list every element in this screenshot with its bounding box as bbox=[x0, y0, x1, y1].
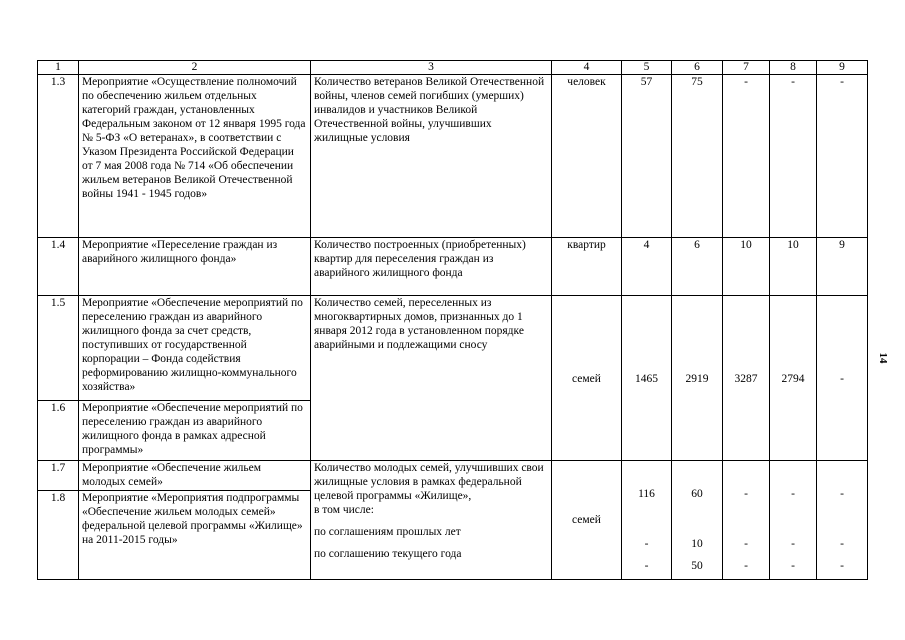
unit-cell: семей bbox=[552, 296, 622, 461]
indicators-table bbox=[37, 60, 868, 580]
value-cell: 10 bbox=[770, 238, 817, 296]
col-header: 9 bbox=[817, 61, 868, 75]
event-cell: Мероприятие «Переселение граждан из аварийного жилищного фонда» bbox=[79, 238, 311, 296]
table-row bbox=[38, 75, 868, 238]
value-cell: 1465 bbox=[622, 296, 672, 461]
unit-cell: семей bbox=[552, 461, 622, 580]
value-past: - bbox=[840, 538, 844, 550]
col-header: 7 bbox=[723, 61, 770, 75]
col-header: 3 bbox=[311, 61, 552, 75]
table-row bbox=[38, 296, 868, 401]
value-cell: 9 bbox=[817, 238, 868, 296]
value-cell: 10 bbox=[723, 238, 770, 296]
col-header: 4 bbox=[552, 61, 622, 75]
indicator-cell: Количество семей, переселенных из многоквартирных домов, признанных до 1 января 2012 года в установленном порядке аварийными и подлежащими сносу bbox=[311, 296, 552, 461]
value-past: - bbox=[644, 538, 649, 550]
value-total: - bbox=[840, 488, 844, 500]
indicator-subtitle: в том числе: bbox=[314, 504, 374, 516]
unit-cell: квартир bbox=[552, 238, 622, 296]
value-current: - bbox=[644, 560, 649, 572]
row-number: 1.8 bbox=[38, 491, 79, 580]
value-cell bbox=[723, 461, 770, 580]
event-cell: Мероприятие «Мероприятия подпрограммы «Обеспечение жильем молодых семей» федеральной целевой программы «Жилище» на 2011-2015 годы» bbox=[79, 491, 311, 580]
value-current: 50 bbox=[691, 560, 703, 572]
value-cell bbox=[672, 461, 723, 580]
event-cell: Мероприятие «Обеспечение жильем молодых семей» bbox=[79, 461, 311, 491]
value-past: 10 bbox=[691, 538, 703, 550]
table-row bbox=[38, 461, 868, 491]
unit-cell: человек bbox=[552, 75, 622, 238]
col-header: 6 bbox=[672, 61, 723, 75]
indicator-line-past: по соглашениям прошлых лет bbox=[314, 526, 461, 538]
row-number: 1.5 bbox=[38, 296, 79, 401]
column-numbers-row bbox=[38, 61, 868, 75]
value-cell: 2919 bbox=[672, 296, 723, 461]
indicator-cell: Количество ветеранов Великой Отечественной войны, членов семей погибших (умерших) инвалидов и участников Великой Отечественной войны, улучшивших жилищные условия bbox=[311, 75, 552, 238]
value-total: - bbox=[744, 488, 748, 500]
event-cell: Мероприятие «Осуществление полномочий по обеспечению жильем отдельных категорий граждан, установленных Федеральным законом от 12 января 1995 года № 5-ФЗ «О ветеранах», в соответствии с Указом Президента Российской Федерации от 7 мая 2008 года № 714 «Об обеспечении жильем ветеранов Великой Отечественной войны 1941 - 1945 годов» bbox=[79, 75, 311, 238]
value-past: - bbox=[791, 538, 795, 550]
value-cell: - bbox=[817, 296, 868, 461]
value-current: - bbox=[840, 560, 844, 572]
row-number: 1.3 bbox=[38, 75, 79, 238]
col-header: 8 bbox=[770, 61, 817, 75]
value-past: - bbox=[744, 538, 748, 550]
value-cell: - bbox=[723, 75, 770, 238]
event-cell: Мероприятие «Обеспечение мероприятий по переселению граждан из аварийного жилищного фонда в рамках адресной программы» bbox=[79, 401, 311, 461]
value-cell: 4 bbox=[622, 238, 672, 296]
indicator-text: Количество молодых семей, улучшивших свои жилищные условия в рамках федеральной целевой программы «Жилище», bbox=[314, 462, 544, 502]
value-total: 60 bbox=[691, 488, 703, 500]
value-cell: 75 bbox=[672, 75, 723, 238]
table-row bbox=[38, 238, 868, 296]
value-cell bbox=[817, 461, 868, 580]
col-header: 1 bbox=[38, 61, 79, 75]
indicator-cell: Количество построенных (приобретенных) квартир для переселения граждан из аварийного жилищного фонда bbox=[311, 238, 552, 296]
value-total: 116 bbox=[638, 488, 655, 500]
value-cell: 3287 bbox=[723, 296, 770, 461]
value-cell: - bbox=[770, 75, 817, 238]
col-header: 5 bbox=[622, 61, 672, 75]
value-cell: 2794 bbox=[770, 296, 817, 461]
page-number: 14 bbox=[877, 352, 889, 364]
value-current: - bbox=[744, 560, 748, 572]
indicator-cell bbox=[311, 461, 552, 580]
row-number: 1.6 bbox=[38, 401, 79, 461]
value-cell: - bbox=[817, 75, 868, 238]
value-current: - bbox=[791, 560, 795, 572]
event-cell: Мероприятие «Обеспечение мероприятий по переселению граждан из аварийного жилищного фонда за счет средств, поступивших от государственной корпорации – Фонда содействия реформированию жилищно-коммунального хозяйства» bbox=[79, 296, 311, 401]
row-number: 1.7 bbox=[38, 461, 79, 491]
col-header: 2 bbox=[79, 61, 311, 75]
row-number: 1.4 bbox=[38, 238, 79, 296]
value-cell: 6 bbox=[672, 238, 723, 296]
value-cell bbox=[770, 461, 817, 580]
value-cell: 57 bbox=[622, 75, 672, 238]
indicator-line-current: по соглашению текущего года bbox=[314, 548, 462, 560]
value-cell bbox=[622, 461, 672, 580]
value-total: - bbox=[791, 488, 795, 500]
